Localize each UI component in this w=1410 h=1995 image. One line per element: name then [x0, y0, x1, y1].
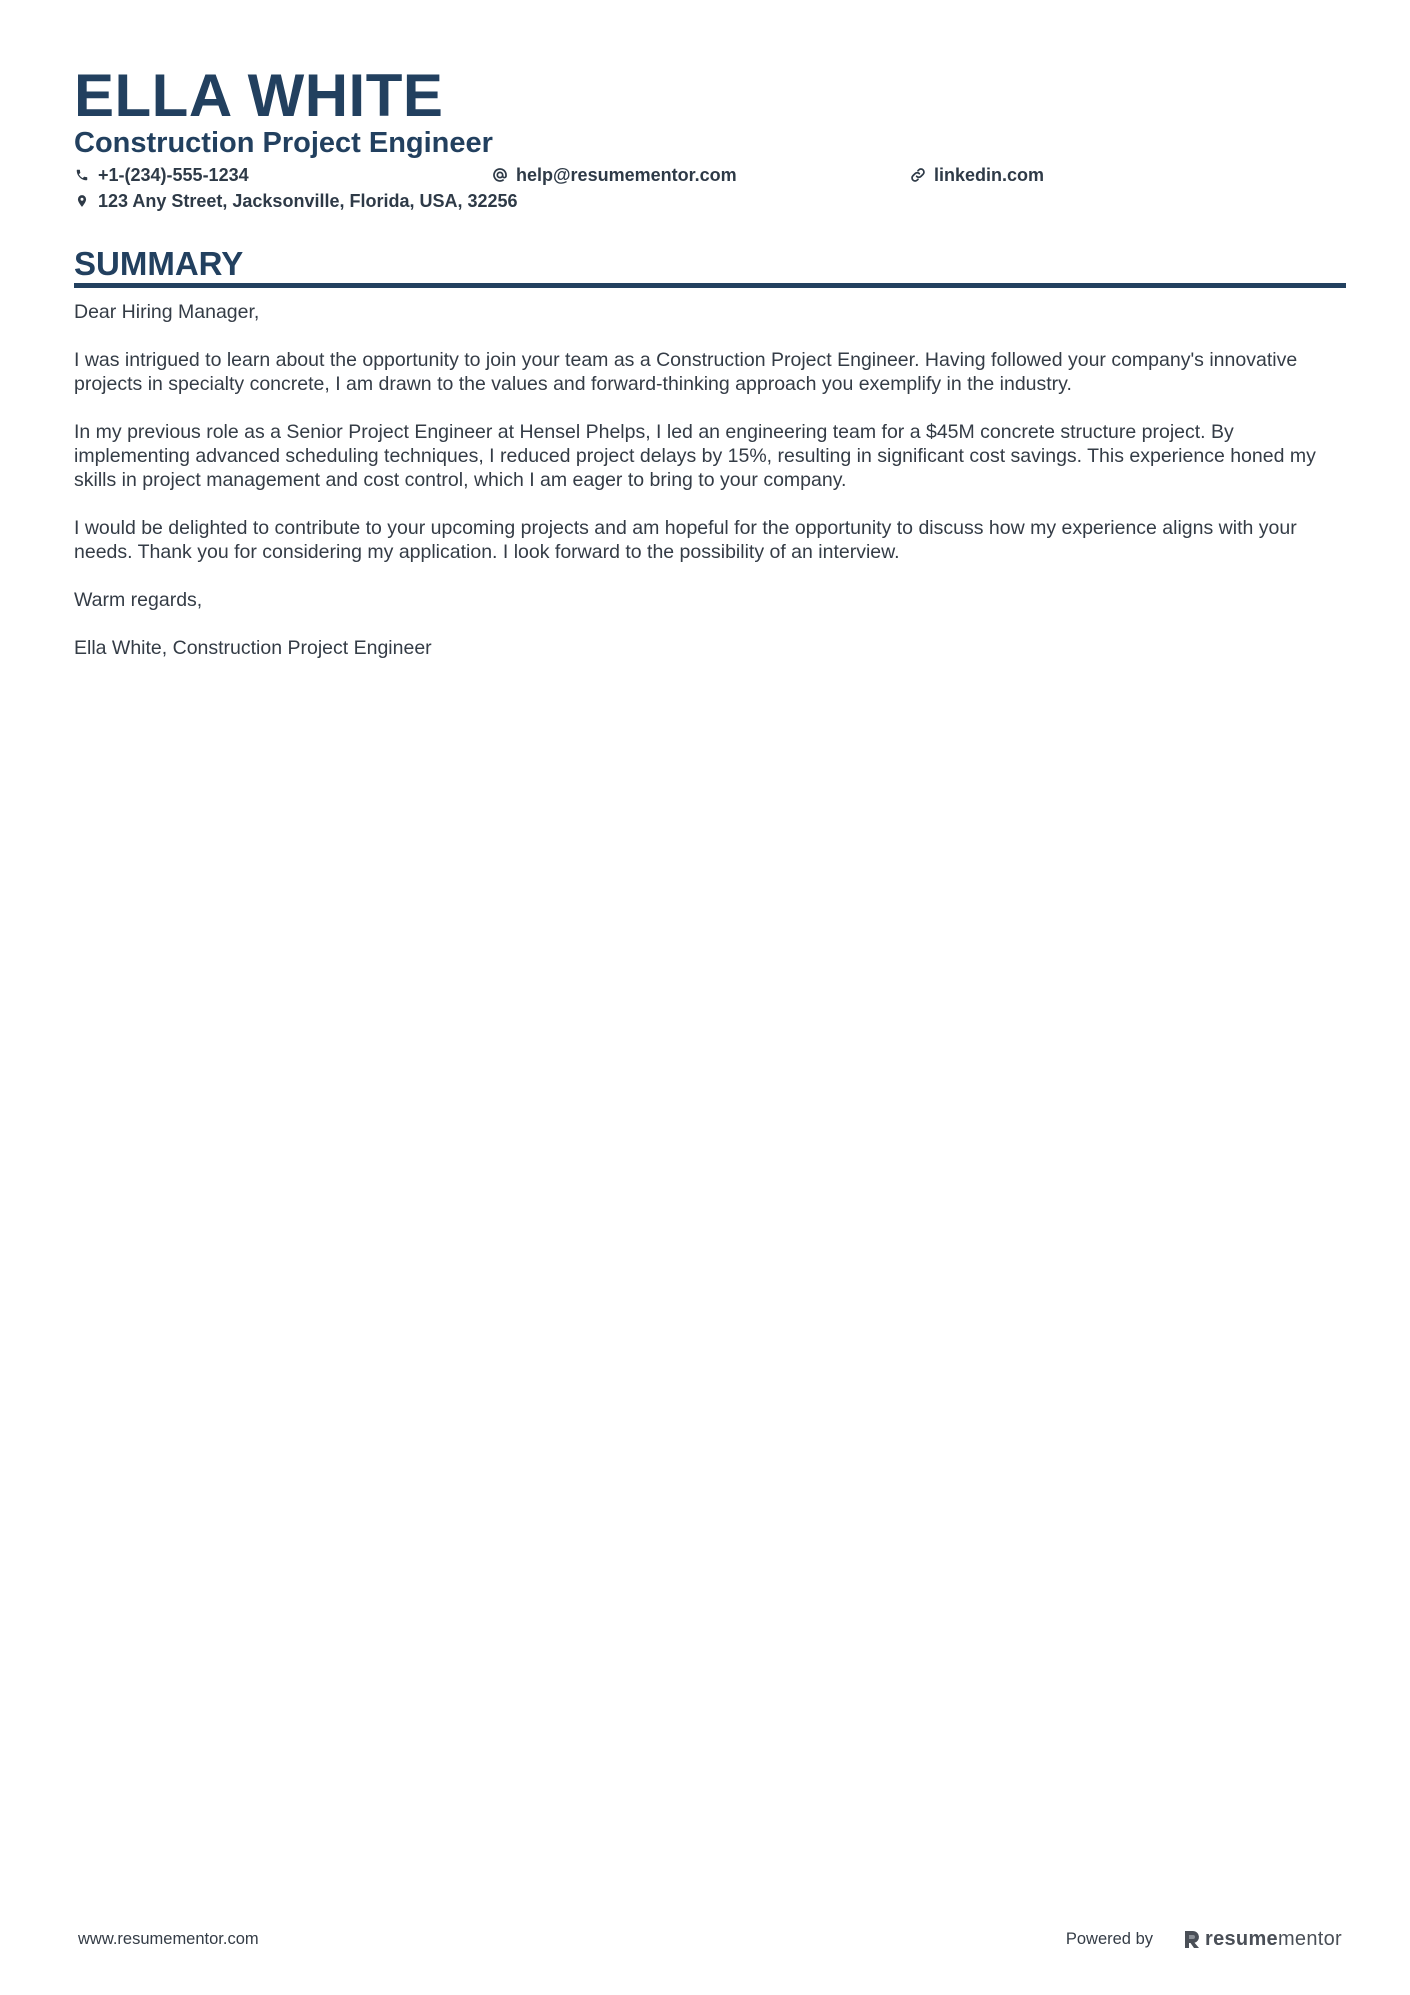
contact-row: [74, 189, 1346, 213]
brand-logo[interactable]: [1183, 1928, 1342, 1951]
map-pin-icon: [74, 193, 90, 209]
at-icon: [492, 167, 508, 183]
powered-by-label: Powered by: [1065, 1929, 1153, 1948]
email-text: help@resumementor.com: [516, 164, 737, 185]
brand-wordmark: [1205, 1928, 1342, 1951]
phone-text: +1-(234)-555-1234: [98, 164, 249, 185]
letter-paragraph: I was intrigued to learn about the opportunity to join your team as a Construction Project Engineer. Having followed your company's innovative projects in specialty concrete, I am drawn to the values and forward-thinking approach you exemplify in the industry.: [74, 349, 1298, 395]
brand-part-1: resume: [1205, 1927, 1278, 1950]
phone-icon: [74, 167, 90, 183]
contact-row: [74, 163, 1346, 187]
contact-website[interactable]: [910, 163, 1044, 187]
job-title: Construction Project Engineer: [74, 127, 493, 159]
letter-paragraph: In my previous role as a Senior Project Engineer at Hensel Phelps, I led an engineering team for a $45M concrete structure project. By implementing advanced scheduling techniques, I reduced project delays by 15%, resulting in significant cost savings. This experience honed my skills in project management and cost control, which I am eager to bring to your company.: [74, 421, 1316, 491]
signature: Ella White, Construction Project Engineer: [74, 637, 432, 659]
contact-email[interactable]: [492, 163, 737, 187]
address-text: 123 Any Street, Jacksonville, Florida, USA, 32256: [98, 190, 518, 211]
link-icon: [910, 167, 926, 183]
footer-website[interactable]: www.resumementor.com: [78, 1930, 259, 1948]
website-text: linkedin.com: [934, 164, 1045, 185]
section-divider: [74, 283, 1346, 288]
brand-part-2: mentor: [1277, 1927, 1342, 1950]
resumementor-logo-icon: [1183, 1929, 1201, 1949]
salutation: Dear Hiring Manager,: [74, 301, 260, 323]
candidate-name: ELLA WHITE: [74, 62, 444, 129]
closing: Warm regards,: [74, 589, 203, 611]
resume-page: [74, 0, 1346, 1995]
letter-paragraph: I would be delighted to contribute to your upcoming projects and am hopeful for the opportunity to discuss how my experience aligns with your needs. Thank you for considering my application. I look forward to the possibility of an interview.: [74, 517, 1297, 563]
contact-address: [74, 189, 518, 213]
footer-branding: [1066, 1926, 1342, 1952]
section-title-summary: SUMMARY: [74, 245, 244, 282]
contact-phone: [74, 163, 249, 187]
letter-body: [74, 300, 1346, 684]
